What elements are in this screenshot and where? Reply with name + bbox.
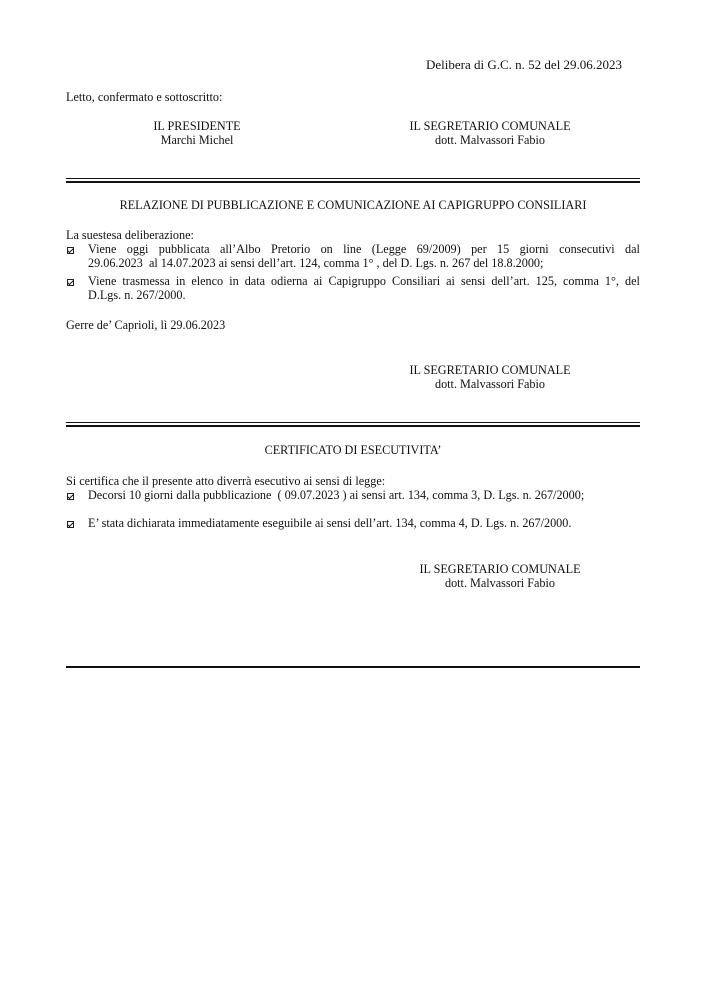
certificate-secretary-name: dott. Malvassori Fabio [444, 576, 556, 590]
publication-title: RELAZIONE DI PUBBLICAZIONE E COMUNICAZIONE AI CAPIGRUPPO CONSILIARI [119, 198, 587, 212]
checkbox-checked-icon [67, 493, 74, 500]
secretary-title: IL SEGRETARIO COMUNALE [409, 119, 571, 133]
delibera-reference: Delibera di G.C. n. 52 del 29.06.2023 [426, 57, 623, 72]
publication-item-2-line-2: D.Lgs. n. 267/2000. [88, 288, 186, 302]
secretary-name: dott. Malvassori Fabio [434, 133, 546, 147]
publication-item-1-line-2: 29.06.2023 al 14.07.2023 ai sensi dell’art. 124, comma 1° , del D. Lgs. n. 267 del 18.8.2000; [88, 256, 544, 270]
publication-item-2-line-1: Viene trasmessa in elenco in data odierna ai Capigruppo Consiliari ai sensi dell’art. 125, comma 1°, del [88, 274, 640, 288]
section-divider [66, 422, 640, 427]
certificate-intro: Si certifica che il presente atto diverrà esecutivo ai sensi di legge: [66, 474, 386, 488]
publication-secretary-title: IL SEGRETARIO COMUNALE [409, 363, 571, 377]
bottom-divider [66, 666, 640, 668]
publication-intro: La suestesa deliberazione: [66, 228, 194, 242]
publication-secretary-name: dott. Malvassori Fabio [434, 377, 546, 391]
approval-intro: Letto, confermato e sottoscritto: [66, 90, 223, 104]
place-date: Gerre de’ Caprioli, lì 29.06.2023 [66, 318, 226, 332]
section-divider [66, 178, 640, 183]
certificate-secretary-title: IL SEGRETARIO COMUNALE [419, 562, 581, 576]
certificate-item-2: E’ stata dichiarata immediatamente eseguibile ai sensi dell’art. 134, comma 4, D. Lgs. n. 267/2000. [88, 516, 572, 530]
president-name: Marchi Michel [160, 133, 234, 147]
publication-item-1-line-1: Viene oggi pubblicata all’Albo Pretorio on line (Legge 69/2009) per 15 giorni consecutivi dal [88, 242, 640, 256]
checkbox-checked-icon [67, 279, 74, 286]
certificate-title: CERTIFICATO DI ESECUTIVITA’ [264, 443, 442, 457]
president-title: IL PRESIDENTE [153, 119, 241, 133]
checkbox-checked-icon [67, 247, 74, 254]
certificate-item-1: Decorsi 10 giorni dalla pubblicazione ( 09.07.2023 ) ai sensi art. 134, comma 3, D. Lgs. n. 267/2000; [88, 488, 585, 502]
checkbox-checked-icon [67, 521, 74, 528]
